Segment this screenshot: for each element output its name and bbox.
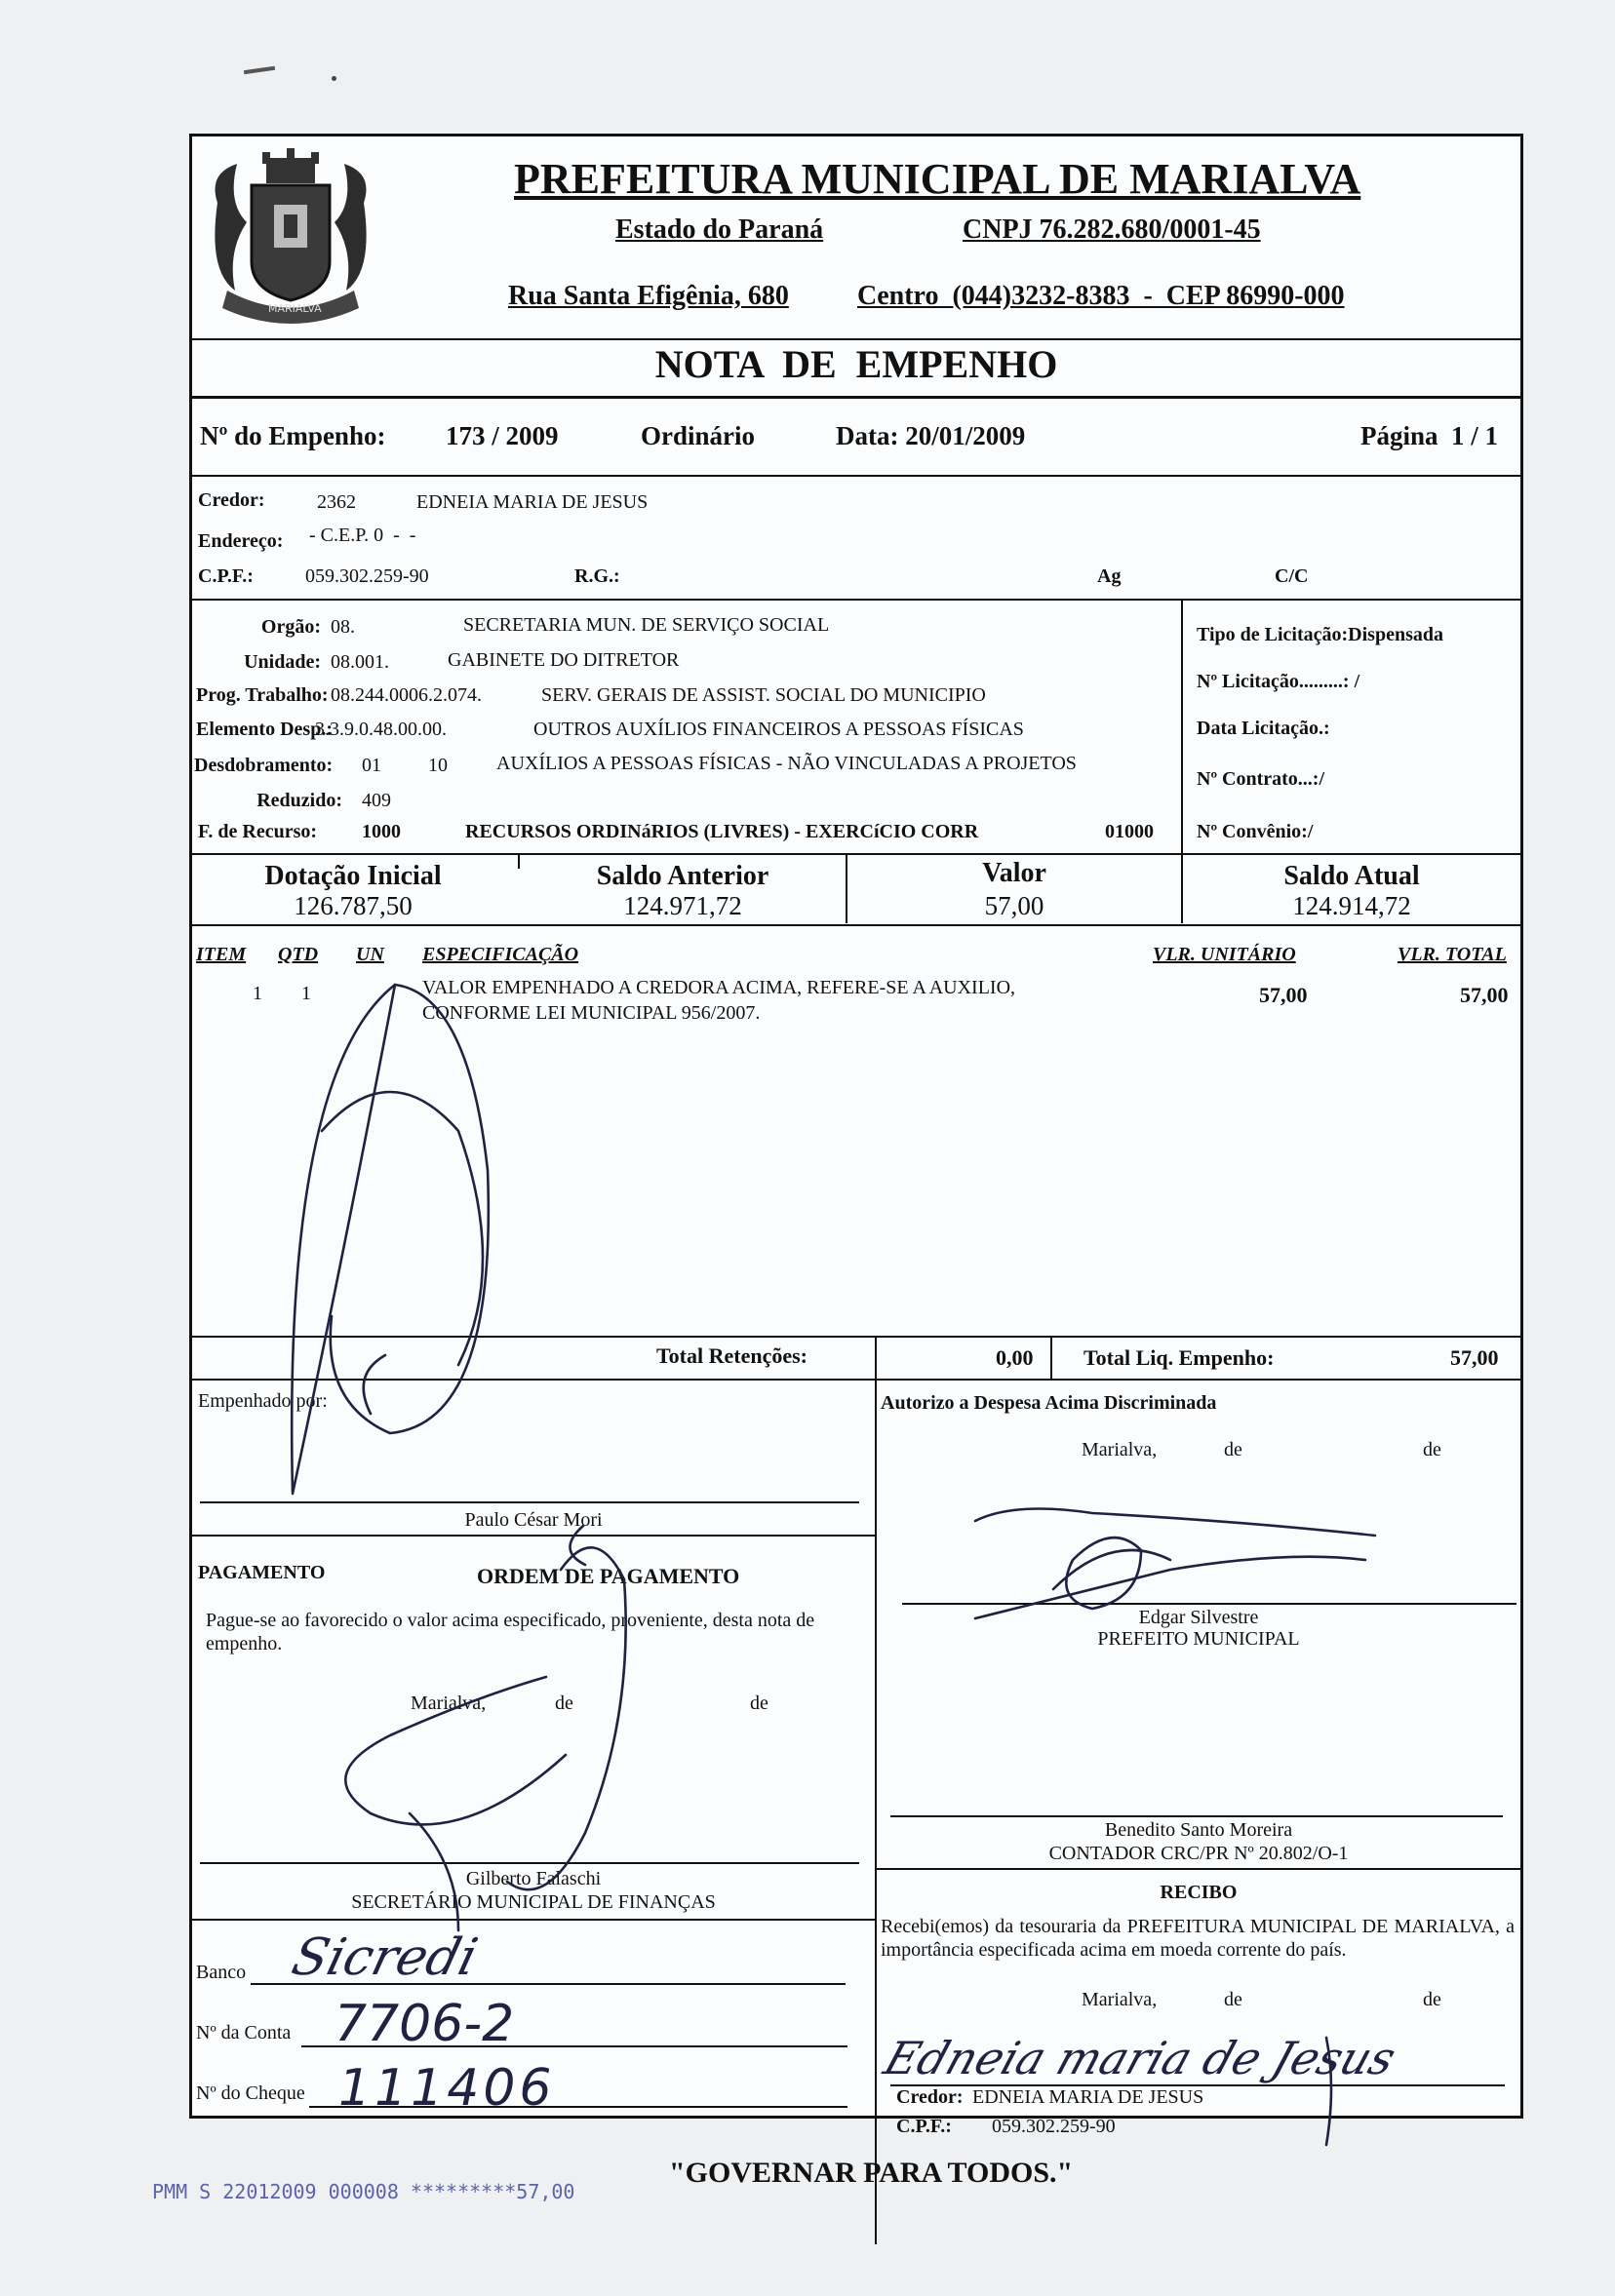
pagamento-label: PAGAMENTO	[198, 1562, 326, 1583]
orgao-label: Orgão:	[260, 616, 321, 638]
saldo-anterior-label: Saldo Anterior	[596, 861, 769, 891]
contador-name: Benedito Santo Moreira	[1104, 1819, 1293, 1841]
col-vlr-unitario: VLR. UNITÁRIO	[1153, 944, 1296, 965]
reduzido-label: Reduzido:	[256, 790, 342, 811]
saldo-atual: 124.914,72	[1292, 891, 1411, 920]
secretario-role: SECRETÁRIO MUNICIPAL DE FINANÇAS	[351, 1891, 716, 1913]
saldo-anterior: 124.971,72	[623, 891, 742, 920]
banco-label: Banco	[196, 1962, 247, 1983]
cashier-stamp: PMM S 22012009 000008 *********57,00	[152, 2180, 575, 2203]
document-title: NOTA DE EMPENHO	[654, 342, 1058, 386]
rg-label: R.G.:	[574, 565, 620, 587]
col-vlr-total: VLR. TOTAL	[1398, 944, 1507, 965]
banco-handwritten-value: Sicredi	[286, 1928, 484, 1987]
conta-label: Nº da Conta	[196, 2022, 292, 2043]
convenio-number: Nº Convênio:/	[1197, 821, 1314, 842]
credor-name: EDNEIA MARIA DE JESUS	[416, 491, 649, 513]
elemento-desc: OUTROS AUXÍLIOS FINANCEIROS A PESSOAS FÍSICAS	[533, 719, 1024, 740]
recibo-credor-label: Credor:	[896, 2086, 964, 2108]
municipal-coat-of-arms	[198, 144, 383, 331]
row-unit-value: 57,00	[1259, 983, 1308, 1007]
prog-desc: SERV. GERAIS DE ASSIST. SOCIAL DO MUNICIPIO	[541, 684, 986, 706]
row-total-value: 57,00	[1460, 983, 1509, 1007]
account-label: C/C	[1275, 565, 1309, 587]
autorizo-label: Autorizo a Despesa Acima Discriminada	[881, 1392, 1217, 1414]
header-title: PREFEITURA MUNICIPAL DE MARIALVA	[514, 155, 1361, 203]
total-retencoes: 0,00	[996, 1345, 1034, 1370]
row-spec-line2: CONFORME LEI MUNICIPAL 956/2007.	[422, 1002, 761, 1024]
recibo-cpf: 059.302.259-90	[992, 2116, 1116, 2137]
pagamento-de2: de	[750, 1693, 768, 1714]
licitacao-type: Tipo de Licitação:Dispensada	[1197, 624, 1443, 645]
prog-code: 08.244.0006.2.074.	[331, 684, 482, 706]
orgao-code: 08.	[331, 616, 355, 638]
licitacao-date: Data Licitação.:	[1197, 718, 1330, 739]
address-label: Endereço:	[198, 530, 284, 552]
recibo-label: RECIBO	[1160, 1882, 1238, 1903]
valor-value: 57,00	[984, 891, 1044, 920]
row-qtd: 1	[301, 983, 311, 1004]
empenho-number-label: Nº do Empenho:	[200, 421, 386, 450]
credor-code: 2362	[317, 491, 356, 513]
recibo-de1: de	[1224, 1989, 1242, 2010]
licitacao-number: Nº Licitação.........: /	[1197, 671, 1360, 692]
fonte-label: F. de Recurso:	[198, 821, 318, 842]
address-value: - C.E.P. 0 - -	[309, 525, 416, 546]
unidade-code: 08.001.	[331, 651, 389, 673]
agency-label: Ag	[1097, 565, 1122, 587]
autorizo-place: Marialva,	[1082, 1439, 1158, 1460]
unidade-desc: GABINETE DO DITRETOR	[448, 649, 680, 671]
desdobramento-a: 01	[362, 755, 381, 776]
col-especificacao: ESPECIFICAÇÃO	[422, 944, 579, 965]
header-state: Estado do Paraná	[615, 214, 824, 245]
elemento-code: 3.3.9.0.48.00.00.	[315, 719, 447, 740]
saldo-atual-label: Saldo Atual	[1283, 861, 1420, 891]
col-un: UN	[356, 944, 384, 965]
page-number: Página 1 / 1	[1360, 421, 1499, 450]
dotacao-inicial-label: Dotação Inicial	[264, 861, 442, 891]
row-item: 1	[253, 983, 262, 1004]
reduzido-code: 409	[362, 790, 391, 811]
cheque-label: Nº do Cheque	[196, 2082, 305, 2104]
pagamento-text: Pague-se ao favorecido o valor acima especificado, proveniente, desta nota de empenho.	[206, 1610, 815, 1654]
prog-label: Prog. Trabalho:	[196, 684, 329, 706]
recibo-text: Recebi(emos) da tesouraria da PREFEITURA MUNICIPAL DE MARIALVA, a importância especificada acima em moeda corrente do país.	[881, 1916, 1515, 1961]
svg-text:MARIALVA: MARIALVA	[268, 302, 322, 315]
recibo-cpf-label: C.P.F.:	[896, 2116, 952, 2137]
contract-number: Nº Contrato...:/	[1197, 768, 1325, 790]
prefeito-name: Edgar Silvestre	[1138, 1607, 1259, 1628]
total-retencoes-label: Total Retenções:	[656, 1343, 808, 1368]
scan-mark	[244, 66, 275, 74]
total-liq-label: Total Liq. Empenho:	[1083, 1345, 1275, 1370]
header-cnpj: CNPJ 76.282.680/0001-45	[963, 214, 1261, 245]
prefeito-role: PREFEITO MUNICIPAL	[1097, 1628, 1300, 1650]
empenhado-label: Empenhado por:	[198, 1390, 328, 1412]
col-item: ITEM	[196, 944, 247, 965]
recibo-place: Marialva,	[1082, 1989, 1158, 2010]
contador-role: CONTADOR CRC/PR Nº 20.802/O-1	[1048, 1843, 1349, 1864]
fonte-code2: 01000	[1105, 821, 1154, 842]
unidade-label: Unidade:	[244, 651, 321, 673]
orgao-desc: SECRETARIA MUN. DE SERVIÇO SOCIAL	[463, 614, 830, 636]
col-qtd: QTD	[278, 944, 319, 965]
recibo-signature: Edneia maria de Jesus	[878, 2032, 1402, 2084]
nota-de-empenho-form	[189, 134, 1523, 2137]
desdobramento-desc: AUXÍLIOS A PESSOAS FÍSICAS - NÃO VINCULADAS A PROJETOS	[496, 753, 1077, 774]
pagamento-de1: de	[555, 1693, 573, 1714]
secretario-name: Gilberto Falaschi	[465, 1868, 602, 1889]
desdobramento-b: 10	[428, 755, 448, 776]
elemento-label: Elemento Desp.:	[196, 719, 333, 740]
footer-motto: "GOVERNAR PARA TODOS."	[669, 2157, 1074, 2189]
header-address: Centro (044)3232-8383 - CEP 86990-000	[857, 281, 1345, 311]
dotacao-inicial: 126.787,50	[294, 891, 413, 920]
ordem-pagamento-label: ORDEM DE PAGAMENTO	[477, 1564, 740, 1588]
fonte-code: 1000	[362, 821, 401, 842]
autorizo-de2: de	[1423, 1439, 1441, 1460]
recibo-de2: de	[1423, 1989, 1441, 2010]
autorizo-de1: de	[1224, 1439, 1242, 1460]
header-street: Rua Santa Efigênia, 680	[508, 281, 789, 311]
empenhado-name: Paulo César Mori	[464, 1509, 603, 1531]
row-spec-line1: VALOR EMPENHADO A CREDORA ACIMA, REFERE-SE A AUXILIO,	[422, 977, 1016, 998]
cpf-label: C.P.F.:	[198, 565, 254, 587]
total-liq: 57,00	[1450, 1345, 1499, 1370]
empenho-number: 173 / 2009	[446, 421, 559, 450]
table-row	[192, 975, 1520, 1053]
cheque-handwritten-value: 111406	[338, 2059, 556, 2118]
pagamento-place: Marialva,	[411, 1693, 487, 1714]
fonte-desc: RECURSOS ORDINáRIOS (LIVRES) - EXERCíCIO CORR	[465, 821, 979, 842]
empenho-date: Data: 20/01/2009	[836, 421, 1026, 450]
valor-label: Valor	[982, 858, 1046, 888]
cpf-value: 059.302.259-90	[305, 565, 429, 587]
recibo-credor-name: EDNEIA MARIA DE JESUS	[972, 2086, 1204, 2108]
credor-label: Credor:	[198, 489, 265, 511]
scan-mark	[332, 76, 336, 81]
conta-handwritten-value: 7706-2	[335, 1995, 515, 2053]
desdobramento-label: Desdobramento:	[194, 755, 334, 776]
empenho-type: Ordinário	[641, 421, 756, 450]
